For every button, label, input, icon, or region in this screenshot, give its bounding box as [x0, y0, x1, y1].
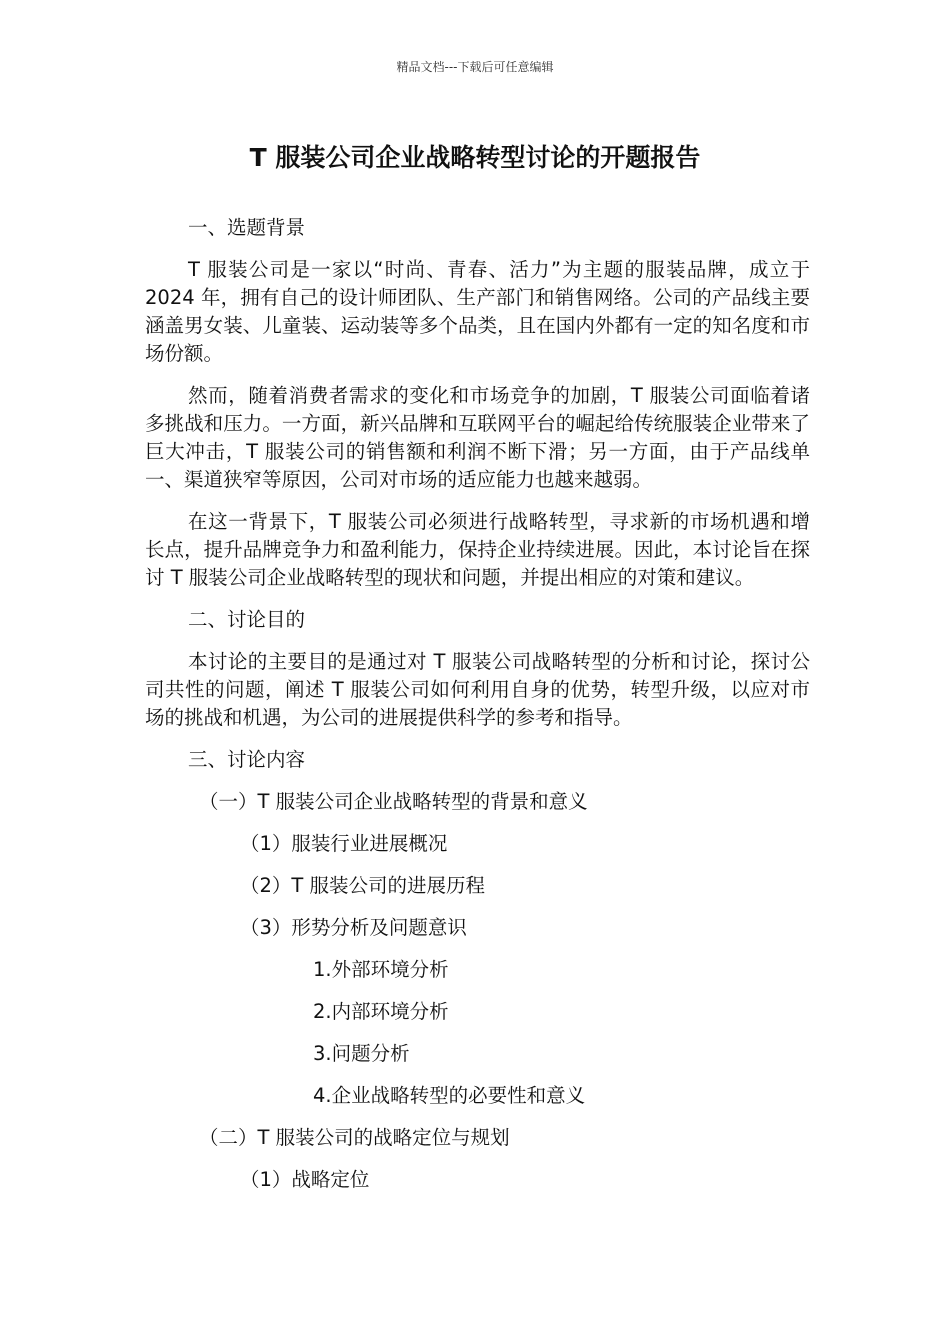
list-item-strategic-positioning: （1）战略定位 [240, 1168, 370, 1191]
document-body [145, 214, 810, 1208]
subsection-background-significance: （一）T 服装公司企业战略转型的背景和意义 [199, 790, 588, 813]
section-heading-content: 三、讨论内容 [188, 748, 306, 771]
list-item-company-history: （2）T 服装公司的进展历程 [240, 874, 486, 897]
list-item-external-analysis: 1.外部环境分析 [313, 958, 449, 981]
paragraph-transformation: 在这一背景下，T 服装公司必须进行战略转型，寻求新的市场机遇和增长点，提升品牌竞争力和盈利能力，保持企业持续进展。因此，本讨论旨在探讨 T 服装公司企业战略转型的现状和问题，并提出相应的对策和建议。 [145, 510, 810, 589]
subsection-strategy-planning: （二）T 服装公司的战略定位与规划 [199, 1126, 510, 1149]
list-item-problem-analysis: 3.问题分析 [313, 1042, 410, 1065]
header-note: 精品文档---下载后可任意编辑 [396, 60, 554, 74]
section-heading-background: 一、选题背景 [188, 216, 306, 239]
list-item-internal-analysis: 2.内部环境分析 [313, 1000, 449, 1023]
paragraph-company-intro: T 服装公司是一家以“时尚、青春、活力”为主题的服装品牌，成立于 2024 年，拥有自己的设计师团队、生产部门和销售网络。公司的产品线主要涵盖男女装、儿童装、运动装等多个品类，且在国内外都有一定的知名度和市场份额。 [145, 258, 810, 365]
list-item-necessity: 4.企业战略转型的必要性和意义 [313, 1084, 586, 1107]
document-title: T 服装公司企业战略转型讨论的开题报告 [249, 143, 701, 172]
list-item-situation-analysis: （3）形势分析及问题意识 [240, 916, 467, 939]
paragraph-purpose: 本讨论的主要目的是通过对 T 服装公司战略转型的分析和讨论，探讨公司共性的问题，阐述 T 服装公司如何利用自身的优势，转型升级，以应对市场的挑战和机遇，为公司的进展提供科学的参考和指导。 [145, 650, 810, 729]
list-item-industry-overview: （1）服装行业进展概况 [240, 832, 448, 855]
section-heading-purpose: 二、讨论目的 [188, 608, 306, 631]
paragraph-challenges: 然而，随着消费者需求的变化和市场竞争的加剧，T 服装公司面临着诸多挑战和压力。一方面，新兴品牌和互联网平台的崛起给传统服装企业带来了巨大冲击，T 服装公司的销售额和利润不断下滑；另一方面，由于产品线单一、渠道狭窄等原因，公司对市场的适应能力也越来越弱。 [145, 384, 810, 491]
